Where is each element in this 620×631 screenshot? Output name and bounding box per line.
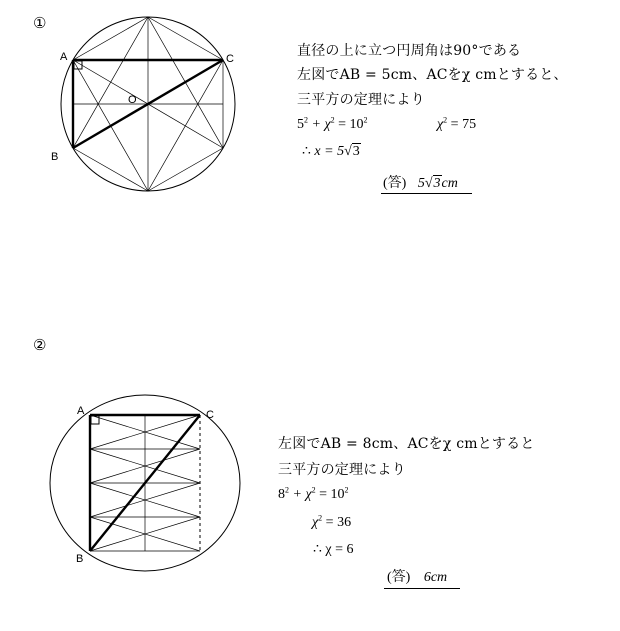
p1-x-eq: x = 5 <box>314 144 345 159</box>
p1-eq1-exp-c: 2 <box>363 115 368 125</box>
fig2-label-c: C <box>206 409 214 421</box>
p1-answer-unit: cm <box>441 176 458 191</box>
p2-answer-label: (答) <box>387 570 411 585</box>
p1-equation-2 <box>437 117 476 133</box>
figure-2 <box>50 395 240 571</box>
fig1-label-a: A <box>60 51 68 63</box>
figure-1 <box>61 17 235 191</box>
p1-answer-root: 3 <box>433 176 441 191</box>
p1-eq2-chi: χ <box>437 117 444 132</box>
p2-equation-1 <box>278 487 349 503</box>
p2-line-2: 三平方の定理により <box>278 462 406 478</box>
p2-answer-underline <box>384 588 460 589</box>
problem-1-number: ① <box>33 14 47 32</box>
fig1-right-angle-mark <box>74 61 82 69</box>
p1-answer-label: (答) <box>383 176 407 191</box>
p1-eq2-exp: 2 <box>443 115 448 125</box>
p1-root: 3 <box>352 144 360 159</box>
fig2-label-a: A <box>77 405 85 417</box>
p1-answer-coef: 5 <box>417 176 425 191</box>
p2-solution: ∴ χ = 6 <box>313 542 354 557</box>
p1-answer <box>383 172 458 192</box>
fig2-label-b: B <box>76 553 84 565</box>
p1-eq1-rhs: = 10 <box>334 117 364 132</box>
p2-equation-2 <box>312 515 351 531</box>
p1-answer-sqrt: √3 <box>424 176 441 191</box>
p2-eq1-exp-b: 2 <box>311 485 316 495</box>
p1-answer-underline <box>381 193 472 194</box>
p2-eq1-base: 8 <box>278 487 285 502</box>
p2-eq2-exp: 2 <box>318 513 323 523</box>
p1-eq1-chi: + χ <box>308 117 331 132</box>
p1-eq1-base: 5 <box>297 117 304 132</box>
p1-line-3: 三平方の定理により <box>297 92 425 108</box>
p1-eq1-exp-a: 2 <box>304 115 308 125</box>
p1-eq1-exp-b: 2 <box>330 115 335 125</box>
fig1-label-o: O <box>128 94 137 106</box>
fig1-label-c: C <box>226 53 234 65</box>
p2-eq1-chi: + χ <box>289 487 312 502</box>
p1-line-2: 左図でAB = 5cm、ACをχ cmとすると、 <box>297 67 568 83</box>
p2-answer-value: 6cm <box>423 570 448 585</box>
p2-eq1-rhs: = 10 <box>315 487 345 502</box>
p1-sqrt: √3 <box>344 144 360 159</box>
p2-answer <box>387 566 447 586</box>
fig1-label-b: B <box>51 151 59 163</box>
p1-line-1: 直径の上に立つ円周角は90°である <box>297 43 522 59</box>
p2-eq1-exp-c: 2 <box>344 485 349 495</box>
p1-eq2-rhs: = 75 <box>447 117 477 132</box>
p2-line-1: 左図でAB = 8cm、ACをχ cmとすると <box>278 436 535 452</box>
p1-therefore: ∴ <box>302 144 311 159</box>
p2-eq1-exp-a: 2 <box>285 485 289 495</box>
p2-eq2-rhs: = 36 <box>322 515 352 530</box>
p1-solution <box>302 143 361 160</box>
p1-equation-1 <box>297 117 368 133</box>
problem-2-number: ② <box>33 336 47 354</box>
p2-eq2-chi: χ <box>312 515 319 530</box>
